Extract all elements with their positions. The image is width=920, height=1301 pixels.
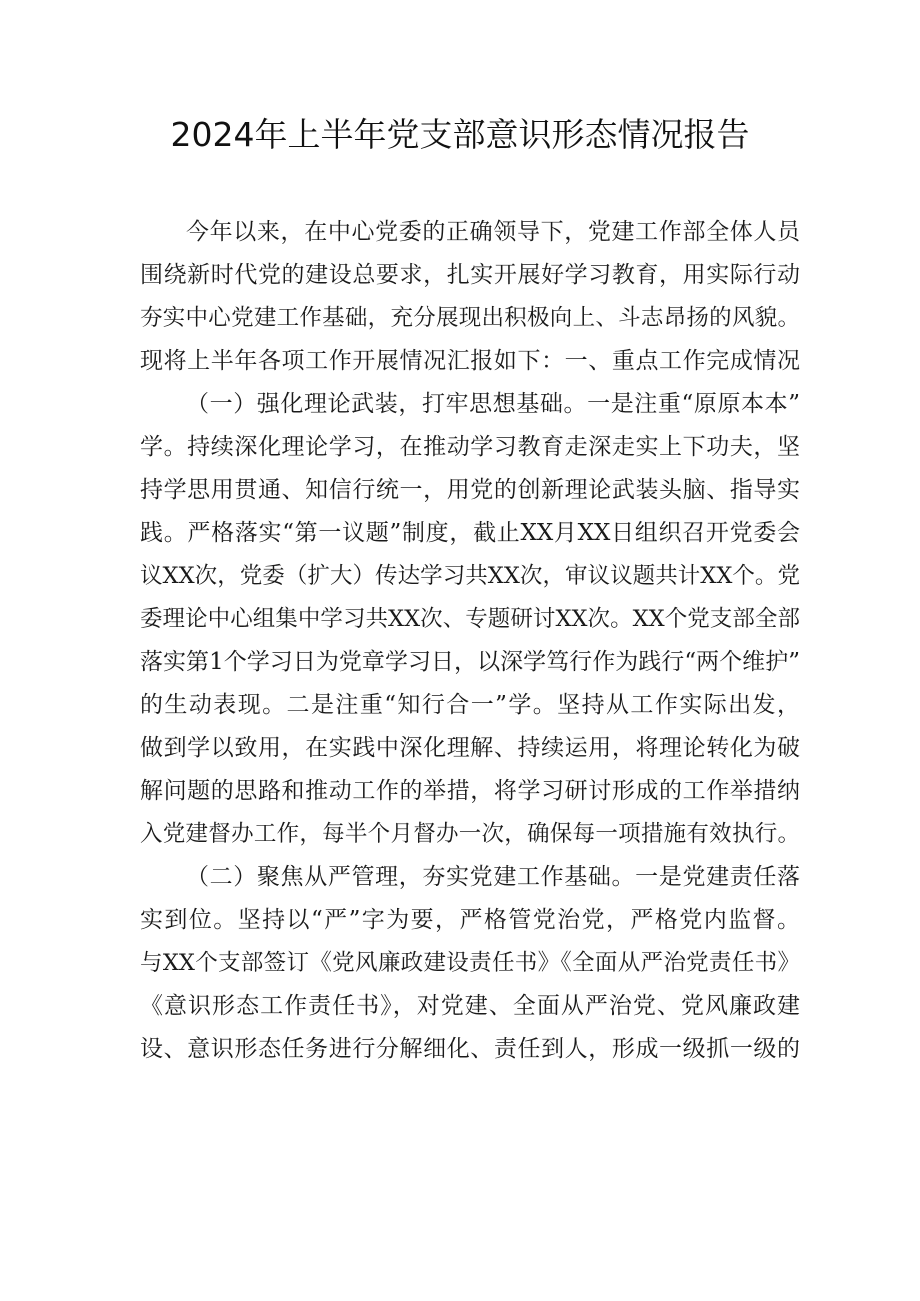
paragraph-line: 设、意识形态任务进行分解细化、责任到人，形成一级抓一级的: [140, 1036, 800, 1062]
paragraph-line: （二）聚焦从严管理，夯实党建工作基础。一是党建责任落: [186, 864, 800, 890]
paragraph-line: 践。严格落实“第一议题”制度，截止XX月XX日组织召开党委会: [140, 520, 800, 546]
paragraph-line: 落实第1个学习日为党章学习日，以深学笃行作为践行“两个维护”: [140, 649, 800, 675]
paragraph-line: 委理论中心组集中学习共XX次、专题研讨XX次。XX个党支部全部: [140, 606, 800, 632]
paragraph-line: 《意识形态工作责任书》，对党建、全面从严治党、党风廉政建: [140, 993, 800, 1019]
paragraph-line: 夯实中心党建工作基础，充分展现出积极向上、斗志昂扬的风貌。: [140, 305, 800, 331]
paragraph-line: 持学思用贯通、知信行统一，用党的创新理论武装头脑、指导实: [140, 477, 800, 503]
paragraph-line: 与XX个支部签订《党风廉政建设责任书》《全面从严治党责任书》: [140, 950, 800, 976]
paragraph-line: 今年以来，在中心党委的正确领导下，党建工作部全体人员: [186, 219, 800, 245]
paragraph-line: 解问题的思路和推动工作的举措，将学习研讨形成的工作举措纳: [140, 778, 800, 804]
document-title: 2024年上半年党支部意识形态情况报告: [170, 115, 750, 154]
paragraph-line: 围绕新时代党的建设总要求，扎实开展好学习教育，用实际行动: [140, 262, 800, 288]
paragraph-line: 的生动表现。二是注重“知行合一”学。坚持从工作实际出发，: [140, 692, 800, 718]
paragraph-line: 做到学以致用，在实践中深化理解、持续运用，将理论转化为破: [140, 735, 800, 761]
paragraph-line: （一）强化理论武装，打牢思想基础。一是注重“原原本本”: [186, 391, 800, 417]
paragraph-line: 入党建督办工作，每半个月督办一次，确保每一项措施有效执行。: [140, 821, 800, 847]
paragraph-line: 学。持续深化理论学习，在推动学习教育走深走实上下功夫，坚: [140, 434, 800, 460]
paragraph-line: 实到位。坚持以“严”字为要，严格管党治党，严格党内监督。: [140, 907, 800, 933]
paragraph-line: 议XX次，党委（扩大）传达学习共XX次，审议议题共计XX个。党: [140, 563, 800, 589]
paragraph-line: 现将上半年各项工作开展情况汇报如下：一、重点工作完成情况: [140, 348, 800, 374]
